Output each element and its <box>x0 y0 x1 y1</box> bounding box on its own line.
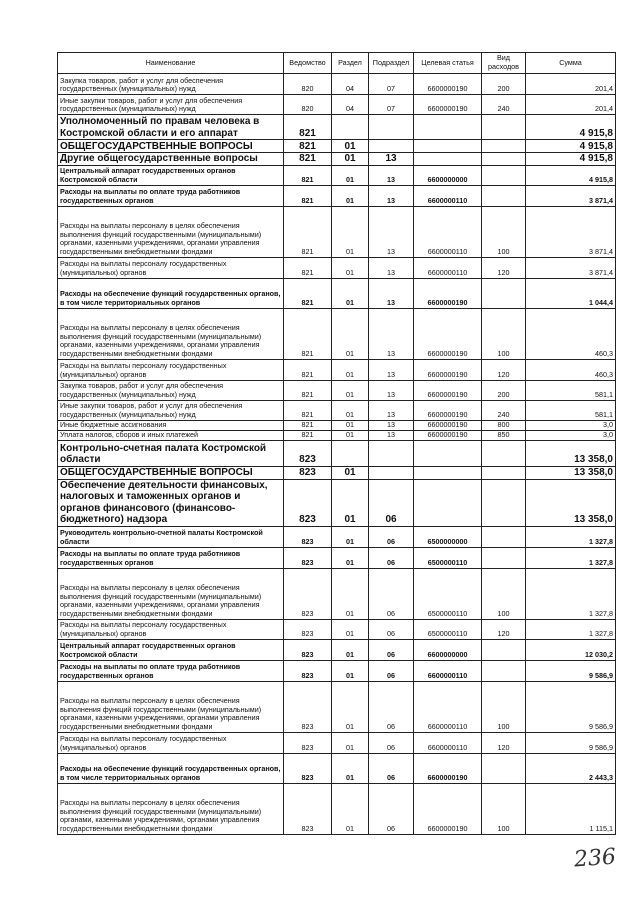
cell-podrazdel: 06 <box>369 547 414 568</box>
table-row <box>58 140 616 153</box>
cell-razdel: 01 <box>332 165 369 185</box>
cell-vedomstvo: 821 <box>284 430 332 440</box>
cell-vedomstvo: 823 <box>284 547 332 568</box>
cell-vid-rashodov: 240 <box>482 400 526 420</box>
cell-name: Расходы на выплаты по оплате труда работников государственных органов <box>58 185 284 206</box>
cell-summa: 1 327,8 <box>526 547 616 568</box>
cell-name: Контрольно-счетная палата Костромской области <box>58 440 284 466</box>
cell-podrazdel: 13 <box>369 185 414 206</box>
cell-vid-rashodov <box>482 185 526 206</box>
cell-summa: 9 586,9 <box>526 660 616 681</box>
cell-celevaya-statya: 6600000110 <box>414 185 482 206</box>
cell-vid-rashodov <box>482 165 526 185</box>
cell-vedomstvo: 823 <box>284 466 332 479</box>
cell-razdel: 01 <box>332 380 369 400</box>
cell-name: Расходы на обеспечение функций государственных органов, в том числе территориальных органов <box>58 753 284 783</box>
cell-podrazdel: 13 <box>369 430 414 440</box>
table-row <box>58 732 616 753</box>
table-row <box>58 165 616 185</box>
cell-razdel: 01 <box>332 420 369 430</box>
cell-vid-rashodov <box>482 660 526 681</box>
cell-vid-rashodov: 850 <box>482 430 526 440</box>
cell-podrazdel: 13 <box>369 278 414 308</box>
cell-summa: 4 915,8 <box>526 140 616 153</box>
cell-vid-rashodov: 100 <box>482 308 526 359</box>
cell-celevaya-statya: 6600000190 <box>414 400 482 420</box>
cell-celevaya-statya: 6600000000 <box>414 165 482 185</box>
cell-name: Расходы на выплаты персоналу в целях обеспечения выполнения функций государственными (муниципальными) органами, казенными учреждениями, органами управления государственными внебюджетными фондами <box>58 568 284 619</box>
cell-vedomstvo: 821 <box>284 278 332 308</box>
cell-summa: 1 044,4 <box>526 278 616 308</box>
cell-vid-rashodov: 100 <box>482 206 526 257</box>
column-header-summa: Сумма <box>526 53 616 74</box>
cell-vedomstvo: 821 <box>284 400 332 420</box>
column-header-podrazdel: Подраздел <box>369 53 414 74</box>
cell-vid-rashodov <box>482 547 526 568</box>
cell-razdel: 01 <box>332 568 369 619</box>
cell-vedomstvo: 823 <box>284 619 332 639</box>
cell-razdel: 01 <box>332 639 369 660</box>
cell-celevaya-statya: 6600000000 <box>414 639 482 660</box>
cell-name: Иные закупки товаров, работ и услуг для обеспечения государственных (муниципальных) нужд <box>58 400 284 420</box>
cell-summa: 3,0 <box>526 420 616 430</box>
cell-vedomstvo: 823 <box>284 681 332 732</box>
column-header-razdel: Раздел <box>332 53 369 74</box>
cell-podrazdel: 13 <box>369 257 414 278</box>
cell-vid-rashodov: 200 <box>482 74 526 95</box>
cell-vedomstvo: 820 <box>284 95 332 115</box>
cell-summa: 9 586,9 <box>526 732 616 753</box>
column-header-name: Наименование <box>58 53 284 74</box>
cell-podrazdel: 06 <box>369 568 414 619</box>
table-row <box>58 783 616 834</box>
cell-name: Закупка товаров, работ и услуг для обеспечения государственных (муниципальных) нужд <box>58 380 284 400</box>
table-row <box>58 466 616 479</box>
cell-vid-rashodov <box>482 753 526 783</box>
cell-summa: 3,0 <box>526 430 616 440</box>
cell-vid-rashodov: 120 <box>482 619 526 639</box>
table-row <box>58 153 616 166</box>
budget-table-page <box>57 52 615 835</box>
table-body <box>58 74 616 835</box>
cell-podrazdel: 13 <box>369 359 414 380</box>
cell-podrazdel: 06 <box>369 681 414 732</box>
cell-vedomstvo: 821 <box>284 359 332 380</box>
column-header-celevaya-statya: Целевая статья <box>414 53 482 74</box>
cell-vid-rashodov: 120 <box>482 257 526 278</box>
cell-name: Расходы на выплаты персоналу государственных (муниципальных) органов <box>58 732 284 753</box>
cell-vid-rashodov <box>482 479 526 526</box>
cell-name: ОБЩЕГОСУДАРСТВЕННЫЕ ВОПРОСЫ <box>58 140 284 153</box>
cell-name: Другие общегосударственные вопросы <box>58 153 284 166</box>
cell-vedomstvo: 821 <box>284 380 332 400</box>
cell-summa: 13 358,0 <box>526 466 616 479</box>
cell-podrazdel: 07 <box>369 74 414 95</box>
cell-razdel: 01 <box>332 153 369 166</box>
table-row <box>58 660 616 681</box>
cell-vedomstvo: 823 <box>284 568 332 619</box>
cell-vedomstvo: 821 <box>284 115 332 140</box>
cell-celevaya-statya: 6600000190 <box>414 783 482 834</box>
table-row <box>58 206 616 257</box>
cell-celevaya-statya: 6600000110 <box>414 257 482 278</box>
cell-podrazdel: 06 <box>369 479 414 526</box>
cell-summa: 9 586,9 <box>526 681 616 732</box>
cell-vid-rashodov: 100 <box>482 783 526 834</box>
cell-celevaya-statya: 6600000190 <box>414 308 482 359</box>
column-header-vedomstvo: Ведомство <box>284 53 332 74</box>
cell-vid-rashodov: 120 <box>482 732 526 753</box>
cell-celevaya-statya: 6600000190 <box>414 380 482 400</box>
cell-summa: 4 915,8 <box>526 115 616 140</box>
cell-name: Расходы на выплаты по оплате труда работников государственных органов <box>58 547 284 568</box>
column-header-vid-rashodov: Вид расходов <box>482 53 526 74</box>
cell-podrazdel: 13 <box>369 308 414 359</box>
cell-summa: 12 030,2 <box>526 639 616 660</box>
cell-podrazdel <box>369 115 414 140</box>
cell-celevaya-statya: 6600000190 <box>414 95 482 115</box>
table-row <box>58 619 616 639</box>
cell-name: Расходы на выплаты персоналу в целях обеспечения выполнения функций государственными (муниципальными) органами, казенными учреждениями, органами управления государственными внебюджетными фондами <box>58 681 284 732</box>
cell-vedomstvo: 821 <box>284 308 332 359</box>
cell-name: Расходы на выплаты персоналу государственных (муниципальных) органов <box>58 619 284 639</box>
table-row <box>58 526 616 547</box>
table-row <box>58 568 616 619</box>
cell-celevaya-statya: 6600000190 <box>414 359 482 380</box>
table-header-row <box>58 53 616 74</box>
cell-vid-rashodov <box>482 278 526 308</box>
cell-vid-rashodov: 120 <box>482 359 526 380</box>
cell-summa: 581,1 <box>526 380 616 400</box>
cell-vid-rashodov: 240 <box>482 95 526 115</box>
cell-razdel: 01 <box>332 619 369 639</box>
cell-celevaya-statya: 6600000110 <box>414 206 482 257</box>
cell-name: Расходы на выплаты персоналу в целях обеспечения выполнения функций государственными (муниципальными) органами, казенными учреждениями, органами управления государственными внебюджетными фондами <box>58 308 284 359</box>
cell-summa: 13 358,0 <box>526 440 616 466</box>
cell-celevaya-statya: 6600000110 <box>414 681 482 732</box>
table-row <box>58 95 616 115</box>
cell-razdel: 01 <box>332 400 369 420</box>
cell-vid-rashodov <box>482 639 526 660</box>
cell-celevaya-statya <box>414 115 482 140</box>
cell-celevaya-statya: 6600000110 <box>414 732 482 753</box>
cell-podrazdel: 06 <box>369 660 414 681</box>
cell-celevaya-statya <box>414 466 482 479</box>
cell-razdel: 01 <box>332 278 369 308</box>
cell-vedomstvo: 823 <box>284 783 332 834</box>
cell-podrazdel: 13 <box>369 206 414 257</box>
cell-celevaya-statya: 6600000190 <box>414 278 482 308</box>
cell-razdel <box>332 440 369 466</box>
cell-vid-rashodov: 100 <box>482 568 526 619</box>
cell-name: Расходы на выплаты по оплате труда работников государственных органов <box>58 660 284 681</box>
cell-name: Центральный аппарат государственных органов Костромской области <box>58 165 284 185</box>
table-row <box>58 185 616 206</box>
table-row <box>58 753 616 783</box>
cell-razdel: 01 <box>332 753 369 783</box>
cell-celevaya-statya: 6600000190 <box>414 420 482 430</box>
cell-name: Расходы на обеспечение функций государственных органов, в том числе территориальных органов <box>58 278 284 308</box>
cell-podrazdel: 13 <box>369 420 414 430</box>
cell-celevaya-statya: 6500000110 <box>414 619 482 639</box>
cell-summa: 201,4 <box>526 74 616 95</box>
cell-name: Иные бюджетные ассигнования <box>58 420 284 430</box>
cell-name: Иные закупки товаров, работ и услуг для обеспечения государственных (муниципальных) нужд <box>58 95 284 115</box>
cell-celevaya-statya: 6500000110 <box>414 568 482 619</box>
cell-podrazdel: 06 <box>369 753 414 783</box>
cell-podrazdel: 06 <box>369 732 414 753</box>
table-row <box>58 681 616 732</box>
cell-vedomstvo: 821 <box>284 185 332 206</box>
cell-vedomstvo: 823 <box>284 479 332 526</box>
cell-razdel: 04 <box>332 74 369 95</box>
cell-vedomstvo: 821 <box>284 206 332 257</box>
cell-vid-rashodov <box>482 466 526 479</box>
cell-vedomstvo: 821 <box>284 153 332 166</box>
cell-summa: 1 327,8 <box>526 619 616 639</box>
handwritten-page-number: 236 <box>573 844 617 873</box>
budget-table <box>57 52 616 835</box>
cell-razdel: 01 <box>332 783 369 834</box>
cell-podrazdel: 13 <box>369 165 414 185</box>
cell-vid-rashodov: 200 <box>482 380 526 400</box>
cell-razdel: 01 <box>332 206 369 257</box>
cell-summa: 1 327,8 <box>526 568 616 619</box>
cell-podrazdel: 13 <box>369 380 414 400</box>
cell-podrazdel: 06 <box>369 526 414 547</box>
cell-summa: 4 915,8 <box>526 153 616 166</box>
cell-vedomstvo: 823 <box>284 732 332 753</box>
cell-razdel: 01 <box>332 257 369 278</box>
cell-vedomstvo: 823 <box>284 660 332 681</box>
cell-podrazdel: 13 <box>369 153 414 166</box>
table-row <box>58 74 616 95</box>
table-row <box>58 308 616 359</box>
cell-vedomstvo: 821 <box>284 140 332 153</box>
cell-summa: 460,3 <box>526 359 616 380</box>
cell-vedomstvo: 821 <box>284 420 332 430</box>
cell-summa: 4 915,8 <box>526 165 616 185</box>
cell-name: Уплата налогов, сборов и иных платежей <box>58 430 284 440</box>
cell-name: Закупка товаров, работ и услуг для обеспечения государственных (муниципальных) нужд <box>58 74 284 95</box>
cell-podrazdel: 06 <box>369 639 414 660</box>
cell-razdel: 01 <box>332 526 369 547</box>
cell-summa: 581,1 <box>526 400 616 420</box>
cell-vedomstvo: 823 <box>284 440 332 466</box>
cell-razdel: 01 <box>332 359 369 380</box>
cell-vid-rashodov: 800 <box>482 420 526 430</box>
table-row <box>58 278 616 308</box>
table-row <box>58 639 616 660</box>
cell-vid-rashodov <box>482 140 526 153</box>
cell-razdel: 01 <box>332 732 369 753</box>
cell-vedomstvo: 823 <box>284 753 332 783</box>
cell-razdel: 01 <box>332 681 369 732</box>
cell-vedomstvo: 820 <box>284 74 332 95</box>
cell-summa: 2 443,3 <box>526 753 616 783</box>
cell-name: Уполномоченный по правам человека в Костромской области и его аппарат <box>58 115 284 140</box>
cell-razdel: 01 <box>332 660 369 681</box>
cell-summa: 3 871,4 <box>526 185 616 206</box>
table-row <box>58 430 616 440</box>
cell-name: Расходы на выплаты персоналу государственных (муниципальных) органов <box>58 257 284 278</box>
cell-name: Расходы на выплаты персоналу государственных (муниципальных) органов <box>58 359 284 380</box>
cell-summa: 1 327,8 <box>526 526 616 547</box>
cell-podrazdel: 06 <box>369 619 414 639</box>
cell-celevaya-statya <box>414 140 482 153</box>
cell-podrazdel <box>369 140 414 153</box>
cell-razdel <box>332 115 369 140</box>
cell-celevaya-statya <box>414 440 482 466</box>
cell-name: Центральный аппарат государственных органов Костромской области <box>58 639 284 660</box>
cell-name: ОБЩЕГОСУДАРСТВЕННЫЕ ВОПРОСЫ <box>58 466 284 479</box>
cell-vid-rashodov <box>482 526 526 547</box>
cell-vedomstvo: 823 <box>284 639 332 660</box>
cell-celevaya-statya: 6600000190 <box>414 753 482 783</box>
table-row <box>58 420 616 430</box>
cell-podrazdel: 13 <box>369 400 414 420</box>
cell-vedomstvo: 823 <box>284 526 332 547</box>
cell-celevaya-statya <box>414 479 482 526</box>
table-row <box>58 479 616 526</box>
table-row <box>58 115 616 140</box>
cell-celevaya-statya: 6500000110 <box>414 547 482 568</box>
cell-name: Расходы на выплаты персоналу в целях обеспечения выполнения функций государственными (муниципальными) органами, казенными учреждениями, органами управления государственными внебюджетными фондами <box>58 206 284 257</box>
cell-summa: 460,3 <box>526 308 616 359</box>
cell-vid-rashodov <box>482 153 526 166</box>
cell-vedomstvo: 821 <box>284 165 332 185</box>
table-row <box>58 380 616 400</box>
cell-name: Обеспечение деятельности финансовых, налоговых и таможенных органов и органов финансового (финансово-бюджетного) надзора <box>58 479 284 526</box>
cell-celevaya-statya <box>414 153 482 166</box>
cell-summa: 201,4 <box>526 95 616 115</box>
cell-razdel: 01 <box>332 185 369 206</box>
cell-celevaya-statya: 6600000190 <box>414 74 482 95</box>
cell-summa: 3 871,4 <box>526 257 616 278</box>
cell-vedomstvo: 821 <box>284 257 332 278</box>
cell-summa: 3 871,4 <box>526 206 616 257</box>
table-row <box>58 440 616 466</box>
table-row <box>58 400 616 420</box>
cell-podrazdel: 06 <box>369 783 414 834</box>
cell-celevaya-statya: 6600000110 <box>414 660 482 681</box>
cell-podrazdel <box>369 440 414 466</box>
cell-name: Расходы на выплаты персоналу в целях обеспечения выполнения функций государственными (муниципальными) органами, казенными учреждениями, органами управления государственными внебюджетными фондами <box>58 783 284 834</box>
table-row <box>58 547 616 568</box>
cell-celevaya-statya: 6500000000 <box>414 526 482 547</box>
cell-podrazdel: 07 <box>369 95 414 115</box>
cell-name: Руководитель контрольно-счетной палаты Костромской области <box>58 526 284 547</box>
cell-vid-rashodov <box>482 115 526 140</box>
cell-celevaya-statya: 6600000190 <box>414 430 482 440</box>
table-row <box>58 359 616 380</box>
cell-vid-rashodov <box>482 440 526 466</box>
cell-razdel: 01 <box>332 308 369 359</box>
cell-summa: 13 358,0 <box>526 479 616 526</box>
cell-razdel: 01 <box>332 547 369 568</box>
cell-razdel: 01 <box>332 430 369 440</box>
cell-razdel: 01 <box>332 466 369 479</box>
cell-razdel: 04 <box>332 95 369 115</box>
cell-razdel: 01 <box>332 479 369 526</box>
cell-razdel: 01 <box>332 140 369 153</box>
table-row <box>58 257 616 278</box>
cell-vid-rashodov: 100 <box>482 681 526 732</box>
cell-podrazdel <box>369 466 414 479</box>
cell-summa: 1 115,1 <box>526 783 616 834</box>
